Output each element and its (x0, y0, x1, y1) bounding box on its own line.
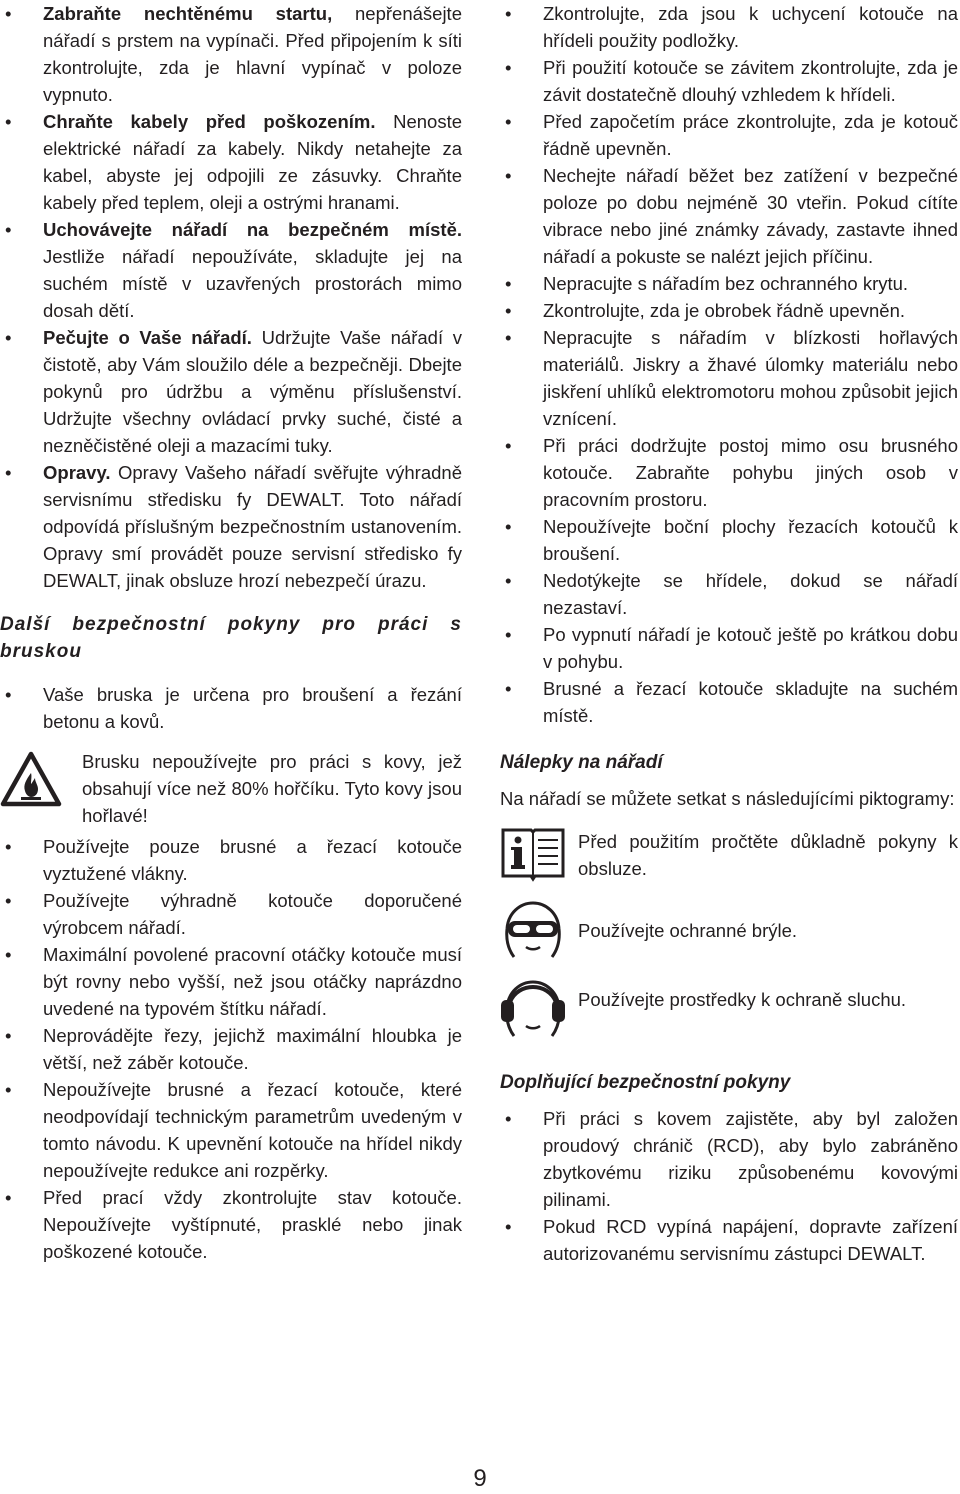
list-item: • Zkontrolujte, zda jsou k uchycení kotouče na hřídeli použity podložky. (500, 0, 958, 54)
list-item: • Nepoužívejte brusné a řezací kotouče, které neodpovídají technickým parametrům uvedeným v tomto návodu. K upevnění kotouče na hřídel nikdy nepoužívejte redukce ani rozpěrky. (0, 1076, 462, 1184)
list-item: • Zkontrolujte, zda je obrobek řádně upevněn. (500, 297, 958, 324)
list-item: • Vaše bruska je určena pro broušení a řezání betonu a kovů. (0, 681, 462, 735)
list-item: • Nechejte nářadí běžet bez zatížení v bezpečné poloze po dobu nejméně 30 vteřin. Pokud cítíte vibrace nebo jiné známky závady, zastavte ihned nářadí a pokuste se nalézt jejich příčinu. (500, 162, 958, 270)
extra-list (500, 1105, 958, 1267)
list-item: • Při práci s kovem zajistěte, aby byl založen proudový chránič (RCD), aby bylo zabráněno zbytkovému riziku způsobenému kovovými pilinami. (500, 1105, 958, 1213)
right-list (500, 0, 958, 729)
ear-protection-icon (500, 978, 566, 1040)
list-item: • Používejte pouze brusné a řezací kotouče vyztužené vlákny. (0, 833, 462, 887)
list-item: • Nepoužívejte boční plochy řezacích kotoučů k broušení. (500, 513, 958, 567)
list-item: • Neprovádějte řezy, jejichž maximální hloubka je větší, než záběr kotouče. (0, 1022, 462, 1076)
list-item: • Chraňte kabely před poškozením. Nenoste elektrické nářadí za kabely. Nikdy netahejte za kabel, abyste jej odpojili ze zásuvky. Chraňte kabely před teplem, oleji a ostrými hranami. (0, 108, 462, 216)
pictogram-text: Před použitím pročtěte důkladně pokyny k obsluze. (578, 831, 958, 879)
left-top-list (0, 0, 462, 594)
labels-intro: Na nářadí se můžete setkat s následujícími piktogramy: (500, 788, 955, 809)
section-heading: Další bezpečnostní pokyny pro práci s bruskou (0, 614, 462, 662)
list-item: • Při práci dodržujte postoj mimo osu brusného kotouče. Zabraňte pohybu jiných osob v pracovním prostoru. (500, 432, 958, 513)
intro-list (0, 681, 462, 735)
pictogram-text: Používejte ochranné brýle. (578, 920, 798, 941)
pictogram-text: Používejte prostředky k ochraně sluchu. (578, 989, 907, 1010)
flammable-warning-icon (0, 751, 62, 807)
page-number: 9 (473, 1465, 487, 1492)
list-item: • Před prací vždy zkontrolujte stav kotouče. Nepoužívejte vyštípnuté, prasklé nebo jinak poškozené kotouče. (0, 1184, 462, 1265)
pictogram-ear (500, 980, 958, 1047)
warning-text: Brusku nepoužívejte pro práci s kovy, jež obsahují více než 80% hořčíku. Tyto kovy jsou hořlavé! (82, 751, 462, 826)
list-item: • Uchovávejte nářadí na bezpečném místě. Jestliže nářadí nepoužíváte, skladujte jej na suchém místě v uzavřených prostorách mimo dosah dětí. (0, 216, 462, 324)
left-column (0, 0, 462, 1265)
list-item: • Pečujte o Vaše nářadí. Udržujte Vaše nářadí v čistotě, aby Vám sloužilo déle a bezpečněji. Dbejte pokynů pro údržbu a výměnu příslušenství. Udržujte všechny ovládací prvky suché, čisté a nezněčistěné oleji a mazacími tuky. (0, 324, 462, 459)
list-item: • Používejte výhradně kotouče doporučené výrobcem nářadí. (0, 887, 462, 941)
labels-heading: Nálepky na nářadí (500, 752, 663, 773)
left-bottom-list (0, 833, 462, 1265)
list-item: • Pokud RCD vypíná napájení, dopravte zařízení autorizovanému servisnímu zástupci DEWALT. (500, 1213, 958, 1267)
safety-goggles-icon (500, 899, 566, 961)
list-item: • Nepracujte s nářadím bez ochranného krytu. (500, 270, 958, 297)
right-column (500, 0, 958, 1267)
list-item: • Při použití kotouče se závitem zkontrolujte, zda je závit dostatečně dlouhý vzhledem k hřídeli. (500, 54, 958, 108)
pictogram-manual (500, 828, 958, 889)
magnesium-warning (0, 748, 462, 829)
extra-heading: Doplňující bezpečnostní pokyny (500, 1072, 791, 1093)
manual-book-icon (500, 826, 566, 882)
list-item: • Před započetím práce zkontrolujte, zda je kotouč řádně upevněn. (500, 108, 958, 162)
list-item: • Po vypnutí nářadí je kotouč ještě po krátkou dobu v pohybu. (500, 621, 958, 675)
list-item: • Maximální povolené pracovní otáčky kotouče musí být rovny nebo vyšší, než jsou otáčky naprázdno uvedené na typovém štítku nářadí. (0, 941, 462, 1022)
list-item: • Nepracujte s nářadím v blízkosti hořlavých materiálů. Jiskry a žhavé úlomky materiálu nebo jiskření uhlíků elektromotoru mohou způsobit jejich vznícení. (500, 324, 958, 432)
pictogram-goggles (500, 901, 958, 968)
list-item: • Brusné a řezací kotouče skladujte na suchém místě. (500, 675, 958, 729)
list-item: • Zabraňte nechtěnému startu, nepřenášejte nářadí s prstem na vypínači. Před připojením k síti zkontrolujte, zda je hlavní vypínač v poloze vypnuto. (0, 0, 462, 108)
list-item: • Opravy. Opravy Vašeho nářadí svěřujte výhradně servisnímu středisku fy DEWALT. Toto nářadí odpovídá příslušným bezpečnostním ustanovením. Opravy smí provádět pouze servisní středisko fy DEWALT, jinak obsluze hrozí nebezpečí úrazu. (0, 459, 462, 594)
list-item: • Nedotýkejte se hřídele, dokud se nářadí nezastaví. (500, 567, 958, 621)
